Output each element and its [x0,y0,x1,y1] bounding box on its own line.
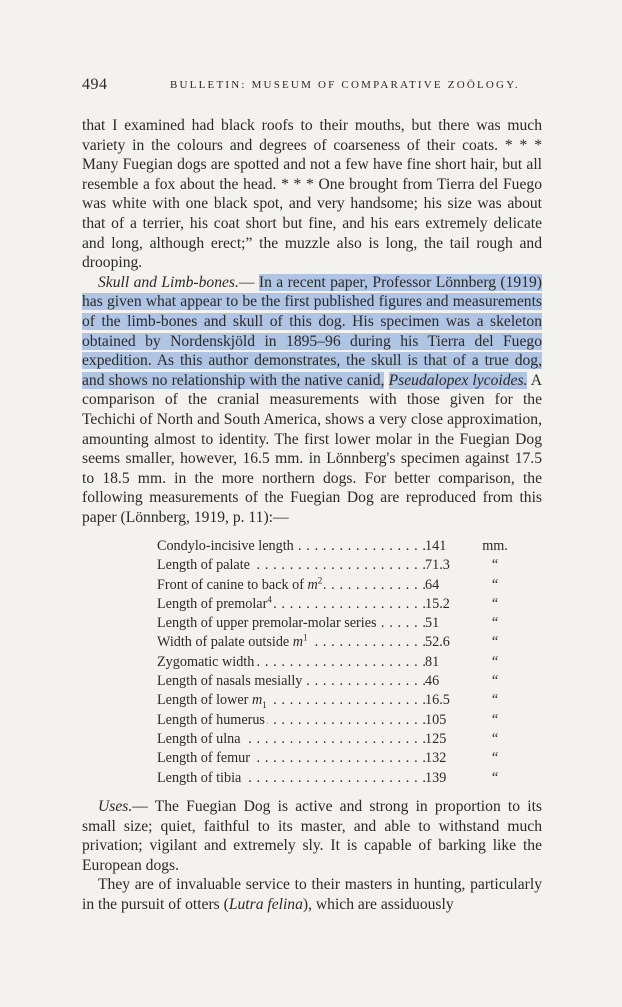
text-block-uses [82,797,542,915]
measurement-label: Length of nasals mesially . . . [157,672,425,691]
measurement-label: Length of femur . . . [157,749,425,768]
measurement-value: 125 [425,730,447,747]
ditto-mark: “ [491,634,499,651]
measurements-table [157,537,517,788]
measurement-value: 81 [425,653,440,670]
ditto-mark: “ [491,730,499,747]
table-row [157,711,517,730]
unit-label: mm. [482,538,508,554]
paragraph-skull-rest: A comparison of the cranial measurements with those given for the Techichi of North and South America, shows a very close approximation, amounting almost to identity. The first lower molar in the Fuegian Dog seems smaller, however, 16.5 mm. in Lönnberg's specimen against 17.5 to 18.5 mm. in the more northern dogs. For better comparison, the following measurements of the Fuegian Dog are reproduced from this paper (Lönnberg, 1919, p. 11):— [82,371,542,526]
measurement-value: 139 [425,769,447,786]
measurement-label: Length of palate . . . [157,556,425,575]
measurement-label: Length of upper premolar-molar series . . . [157,614,425,633]
measurement-label: Condylo-incisive length . . . [157,537,425,556]
measurement-value: 105 [425,711,447,728]
running-head: BULLETIN: MUSEUM OF COMPARATIVE ZOÖLOGY. [170,79,520,91]
table-row [157,633,517,652]
measurement-value: 52.6 [425,634,450,651]
paragraph-hunting [82,875,542,914]
ditto-mark: “ [491,615,499,632]
ditto-mark: “ [491,711,499,728]
heading-dash: — [238,273,259,291]
measurement-label: Length of humerus . . . [157,711,425,730]
measurement-value: 141 [425,538,447,554]
ditto-mark: “ [491,769,499,786]
measurement-label: Width of palate outside $m^1$ . . . [157,633,425,652]
table-row [157,537,517,556]
ditto-mark: “ [491,692,499,709]
measurement-label: Length of premolar$^4$ . . . [157,595,425,614]
table-row [157,749,517,768]
measurement-value: 132 [425,750,447,767]
ditto-mark: “ [491,595,499,612]
measurement-value: 15.2 [425,595,450,612]
page-number: 494 [82,76,108,93]
paragraph-hunting-tail: ), which are assiduously [302,895,454,913]
measurement-label: Length of lower $m_1$ . . . [157,691,425,710]
paragraph-uses [82,797,542,875]
page-header [82,76,542,98]
measurement-label: Length of tibia . . . [157,769,425,788]
measurement-value: 71.3 [425,557,450,574]
measurement-value: 51 [425,615,440,632]
ditto-mark: “ [491,576,499,593]
section-heading-skull: Skull and Limb-bones. [98,273,239,291]
table-row [157,691,517,710]
measurement-value: 46 [425,673,440,690]
table-row [157,576,517,595]
measurement-label: Zygomatic width . . . [157,653,425,672]
table-row [157,672,517,691]
text-block [82,116,542,527]
paragraph-hunting-text: They are of invaluable service to their masters in hunting, particularly in the pursuit of otters ( [82,876,542,913]
measurement-label: Length of ulna . . . [157,730,425,749]
table-row [157,653,517,672]
highlighted-selection[interactable]: In a recent paper, Professor Lönnberg (1919) has given what appear to be the first published figures and measurements of the limb-bones and skull of this dog. His specimen was a skeleton obtained by Nordenskjöld in 1895–96 during his Tierra del Fuego expedition. As this author demonstrates, the skull is that of a true dog, and shows no relationship with the native canid, [82,273,543,389]
table-row [157,730,517,749]
table-row [157,614,517,633]
table-row [157,556,517,575]
table-row [157,769,517,788]
paragraph-uses-text: — The Fuegian Dog is active and strong in proportion to its small size; quiet, faithful to its master, and able to withstand much privation; vigilant and extremely sly. It is capable of barking like the European dogs. [82,798,542,874]
measurement-label: Front of canine to back of $m^2$ . . . [157,576,425,595]
paragraph-coats: that I examined had black roofs to their mouths, but there was much variety in the colours and degrees of coarseness of their coats. * * * Many Fuegian dogs are spotted and not a few have fine short hair, but all resemble a fox about the head. * * * One brought from Tierra del Fuego was white with one black spot, and very handsome; his size was about that of a terrier, his coat short but fine, and his ears extremely delicate and long, although erect;” the muzzle also is long, the tail rough and drooping. [82,117,542,272]
measurement-value: 64 [425,576,440,593]
highlighted-species-name[interactable]: Pseudalopex lycoides. [388,371,528,389]
species-name-otter: Lutra felina [228,895,303,913]
section-heading-uses: Uses. [98,798,133,815]
ditto-mark: “ [491,673,499,690]
paragraph-skull [82,273,542,528]
ditto-mark: “ [491,557,499,574]
ditto-mark: “ [491,750,499,767]
table-row [157,595,517,614]
ditto-mark: “ [491,653,499,670]
measurement-value: 16.5 [425,692,450,709]
